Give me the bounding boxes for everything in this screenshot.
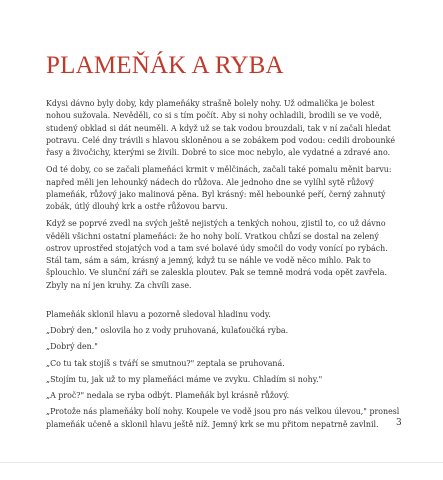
dialogue-line: „Dobrý den." [46,342,98,352]
story-text [46,98,401,435]
dialogue-line: „Stojím tu, jak už to my plameňáci máme ve zvyku. Chladím si nohy." [46,374,323,384]
dialogue-line: „Protože nás plameňáky bolí nohy. Koupele ve vodě jsou pro nás velkou úlevou," pronesl plameňák učeně a sklonil hlavu ještě níž. Jemný krk se mu přitom nepatrně zavlnil. [46,407,400,429]
page-edge-divider [0,462,443,463]
page-number: 3 [396,418,402,428]
paragraph: Když se poprvé zvedl na svých ještě nejistých a tenkých nohou, zjistil to, co už dávno věděli všichni ostatní plameňáci: že ho nohy bolí. Vratkou chůzí se dostal na zelený ostrov uprostřed stojatých vod a tam své bolavé údy smočil do vody vonící po rybách. Stál tam, sám a sám, krásný a jemný, když tu se náhle ve vodě něco mihlo. Pak to šplouchlo. Ve slunční záři se zaleskla ploutev. Pak se temně modrá voda opět zavřela. Zbyly na ní jen kruhy. Za chvíli zase. [46,219,388,290]
paragraph: Od té doby, co se začali plameňáci krmit v mělčinách, začali také pomalu měnit barvu: napřed měli jen lehounký nádech do růžova. Ale jednoho dne se vylíhl sytě růžový plameňák, růžový jako malinová pěna. Byl krásný: měl hebounké peří, černý zahnutý zobák, útlý dlouhý krk a ostře růžovou barvu. [46,165,392,211]
dialogue-line: „A proč?" nedala se ryba odbýt. Plameňák byl krásně růžový. [46,391,290,400]
dialogue-line: Plameňák sklonil hlavu a pozorně sledoval hladinu vody. [46,309,271,319]
dialogue-line: „Co tu tak stojíš s tváří se smutnou?" zeptala se pruhovaná. [46,358,285,368]
page-title: PLAMEŇÁK A RYBA [46,52,284,79]
paragraph: Kdysi dávno byly doby, kdy plameňáky strašně bolely nohy. Už odmalička je bolest nohou sužovala. Nevěděli, co si s tím počít. Aby si nohy ochladili, brodili se ve vodě, studený obklad si dát neuměli. A když už se tak vodou brouzdali, tak v ní začali hledat potravu. Celé dny trávili s hlavou skloněnou a se zobákem pod vodou: cedili drobounké řasy a živočichy, kterými se živili. Dobré to sice moc nebylo, ale vydatné a zdravé ano. [46,99,396,157]
dialogue-line: „Dobrý den," oslovila ho z vody pruhovaná, kulaťoučká ryba. [46,326,289,335]
